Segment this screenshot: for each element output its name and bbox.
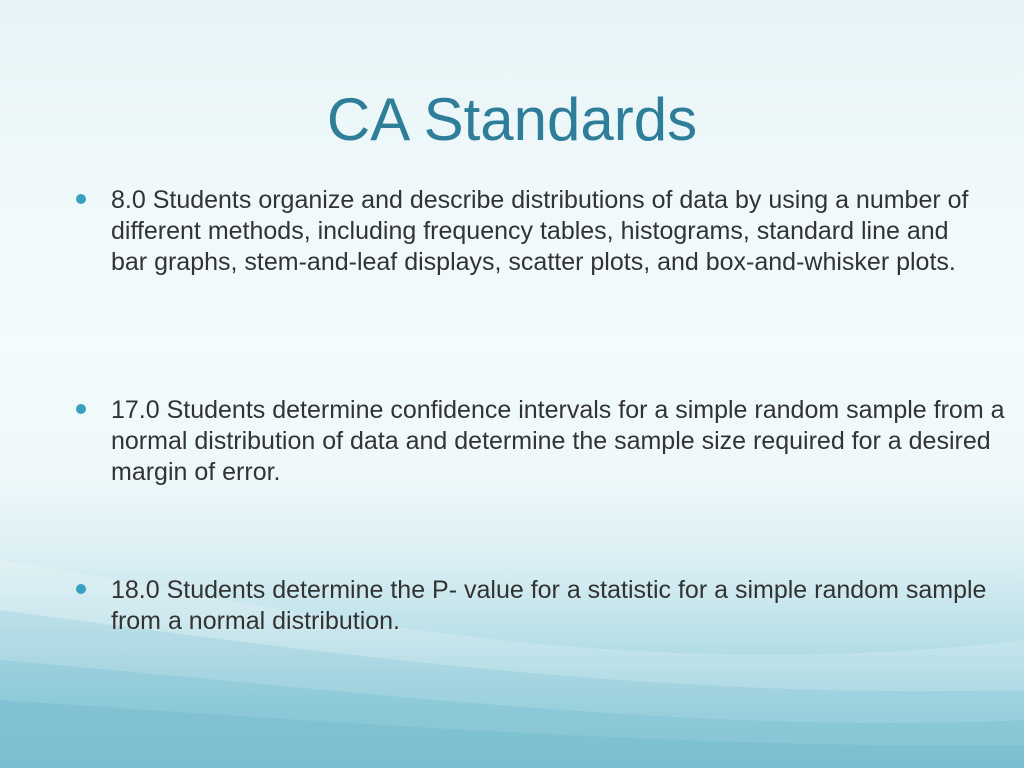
bullet-text: 8.0 Students organize and describe distributions of data by using a number of different methods, including frequency tables, histograms, standard line and bar graphs, stem-and-leaf displays, scatter plots, and box-and-whisker plots.: [111, 186, 969, 276]
bullet-dot-icon: [76, 194, 86, 204]
bullet-dot-icon: [76, 584, 86, 594]
bullet-text: 18.0 Students determine the P- value for a statistic for a simple random sample from a normal distribution.: [111, 576, 987, 635]
bullet-dot-icon: [76, 404, 86, 414]
bullet-text: 17.0 Students determine confidence intervals for a simple random sample from a normal distribution of data and determine the sample size required for a desired margin of error.: [111, 396, 1005, 486]
bullet-list: [73, 185, 1005, 635]
bullet-item-standard-8: [73, 185, 973, 278]
bullet-item-standard-17: [73, 395, 1011, 488]
slide-title: CA Standards: [326, 86, 698, 153]
bullet-item-standard-18: [73, 575, 1011, 637]
